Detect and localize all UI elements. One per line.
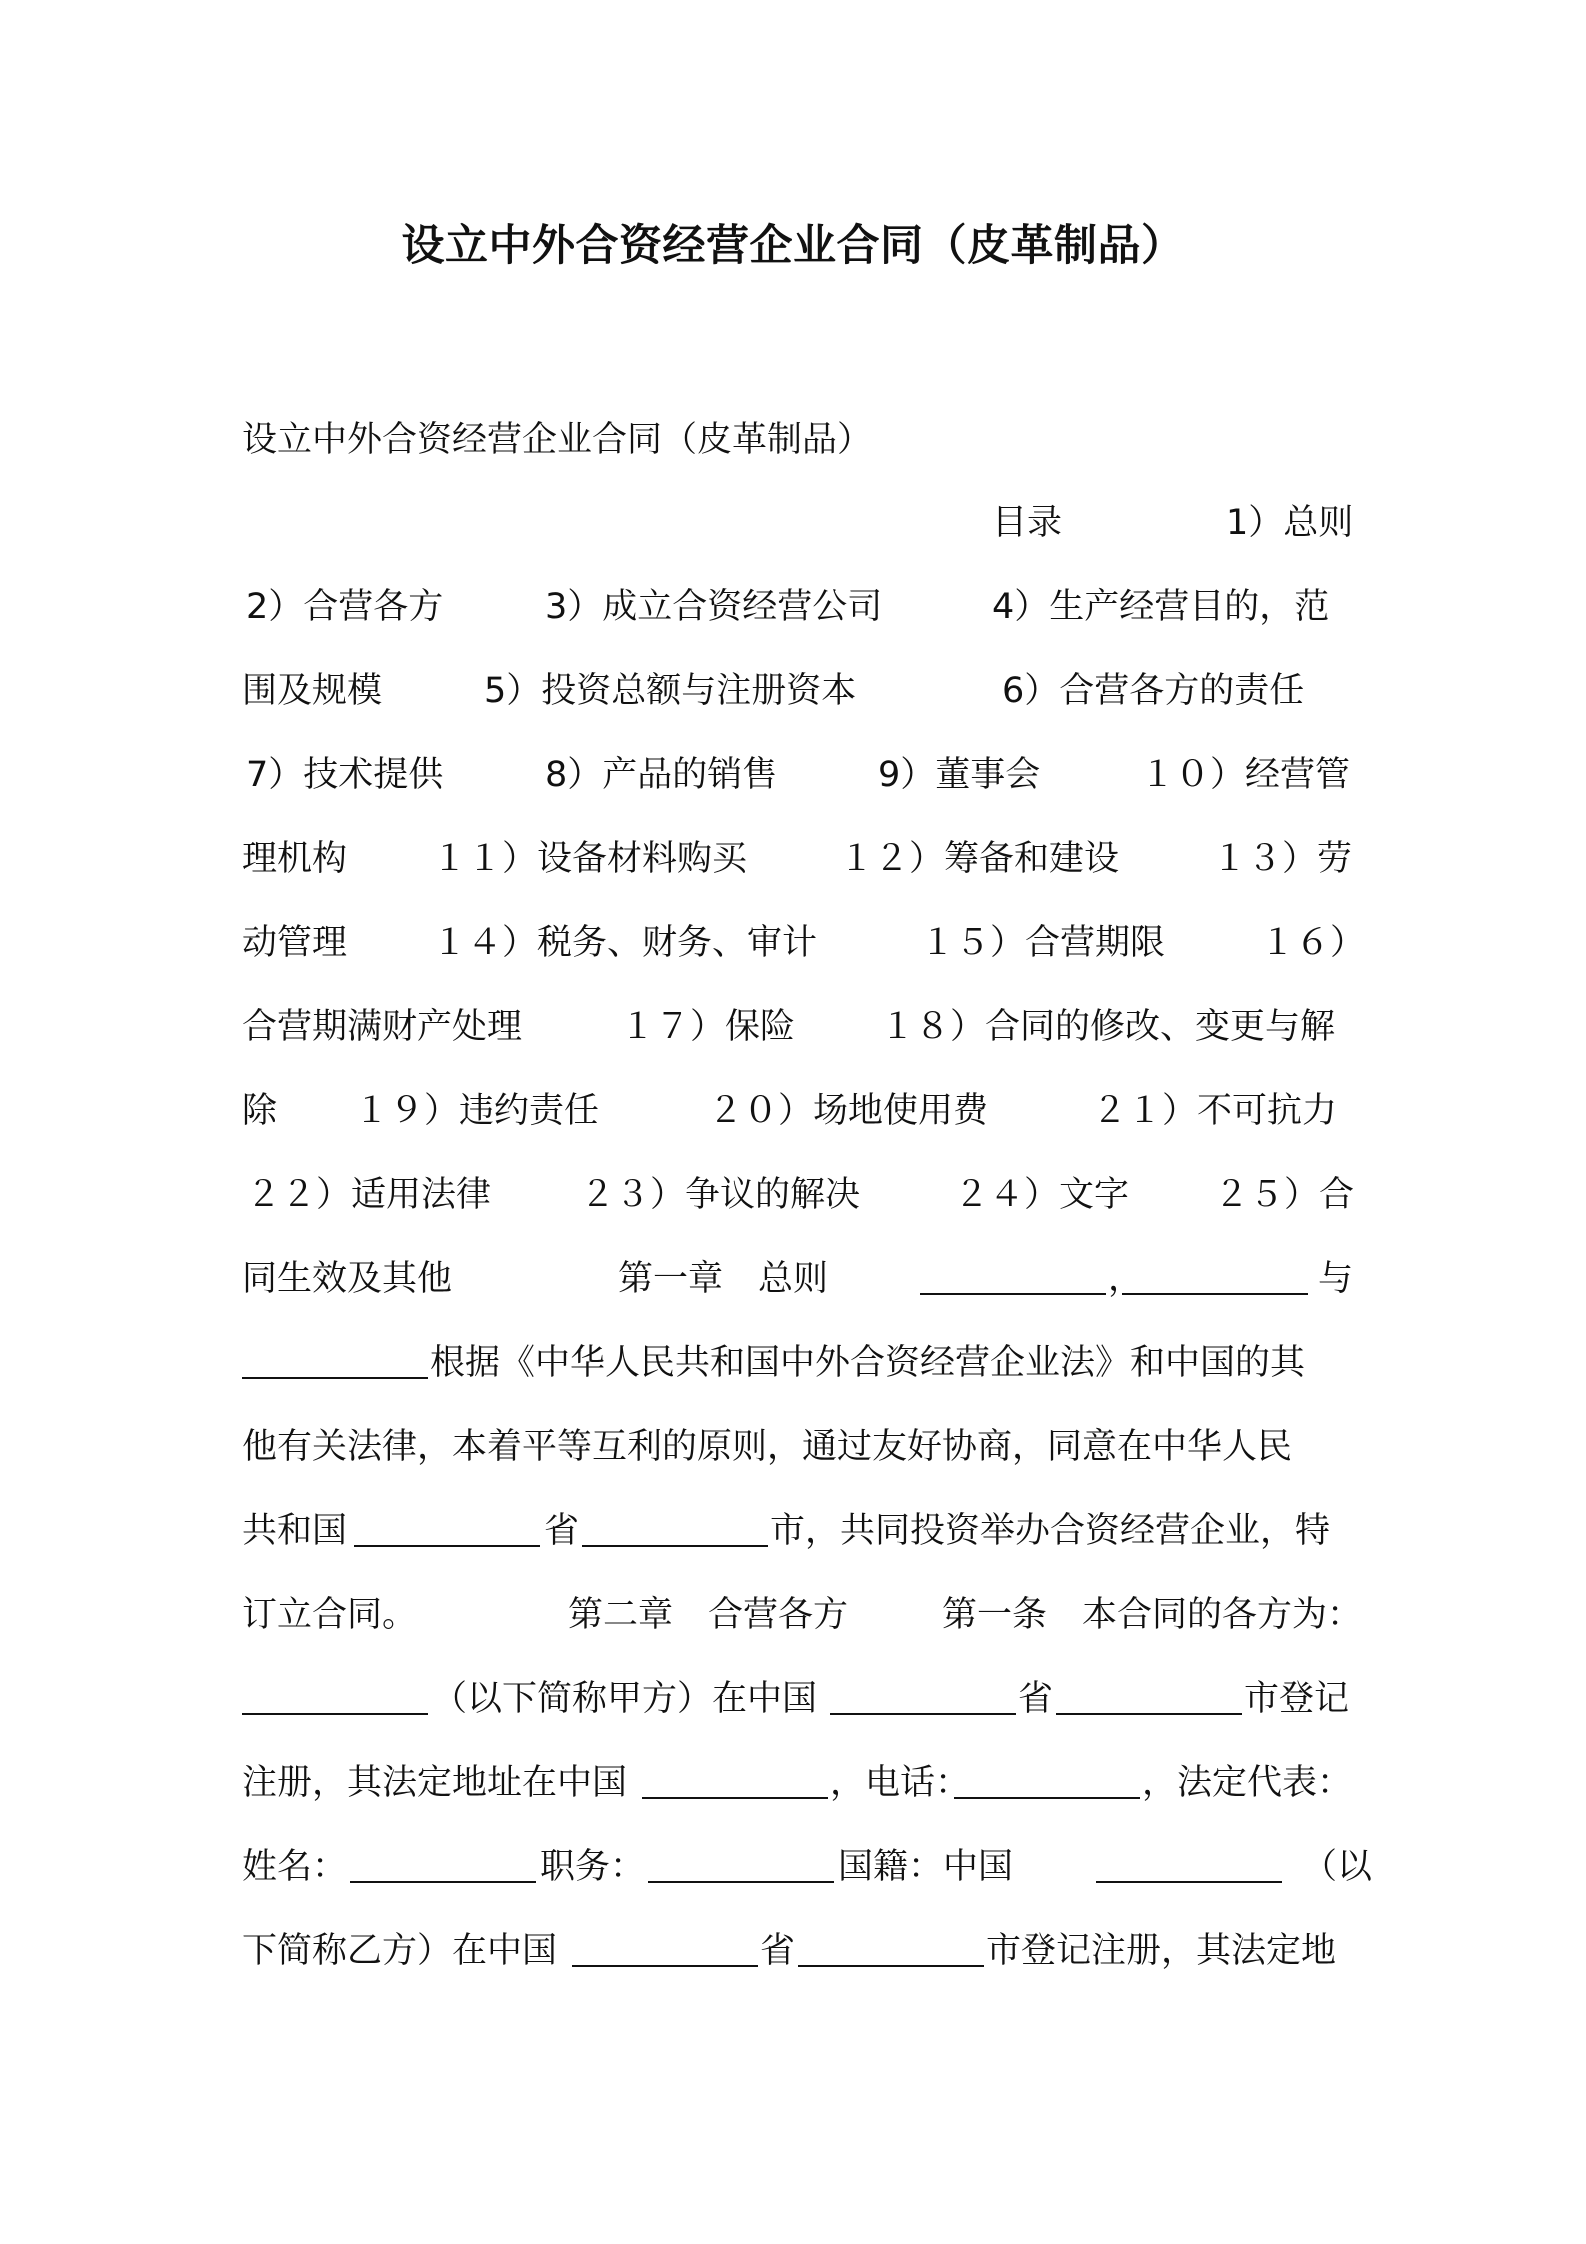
toc-item: 6）合营各方的责任 [1002, 671, 1305, 711]
text-run: 根据《中华人民共和国中外合资经营企业法》和中国的其 [430, 1343, 1306, 1383]
text-run: 国籍：中国 [838, 1847, 1014, 1887]
toc-item: 合营期满财产处理 [242, 1007, 523, 1047]
text-run: 市登记注册，其法定地 [986, 1931, 1337, 1971]
text-run: 职务： [540, 1847, 646, 1887]
toc-item: 1）总则 [1226, 503, 1354, 543]
text-run: 下简称乙方）在中国 [242, 1931, 558, 1971]
toc-item: １４）税务、财务、审计 [432, 923, 818, 963]
toc-item: １８）合同的修改、变更与解 [880, 1007, 1336, 1047]
toc-item: １３）劳 [1212, 839, 1353, 879]
fill-in-blank [954, 1753, 1140, 1818]
fill-in-blank [798, 1921, 984, 1986]
toc-item: 围及规模 [242, 671, 383, 711]
toc-item: ２３）争议的解决 [580, 1175, 861, 1215]
fill-in-blank [920, 1249, 1106, 1314]
toc-item: 除 [242, 1091, 278, 1131]
article-heading: 第一条 本合同的各方为： [942, 1595, 1363, 1635]
toc-heading: 目录 [992, 503, 1063, 543]
text-line [242, 493, 1352, 553]
toc-item: １０）经营管 [1140, 755, 1351, 795]
text-run: 订立合同。 [242, 1595, 418, 1635]
fill-in-blank [242, 1333, 428, 1398]
toc-item: ２４）文字 [954, 1175, 1130, 1215]
toc-item: １２）筹备和建设 [839, 839, 1120, 879]
toc-item: 5）投资总额与注册资本 [484, 671, 857, 711]
text-run: 市，共同投资举办合资经营企业，特 [770, 1511, 1331, 1551]
toc-item: ２１）不可抗力 [1092, 1091, 1338, 1131]
fill-in-blank [642, 1753, 828, 1818]
toc-item: １５）合营期限 [920, 923, 1166, 963]
document-subtitle: 设立中外合资经营企业合同（皮革制品） [242, 420, 873, 460]
text-run: 市登记 [1244, 1679, 1350, 1719]
fill-in-blank [1056, 1669, 1242, 1734]
text-run: 他有关法律，本着平等互利的原则，通过友好协商，同意在中华人民 [242, 1427, 1293, 1467]
text-run: 省 [1018, 1679, 1054, 1719]
toc-item: １１）设备材料购买 [432, 839, 748, 879]
toc-item: 4）生产经营目的，范 [992, 587, 1330, 627]
fill-in-blank [830, 1669, 1016, 1734]
text-run: （以 [1302, 1847, 1373, 1887]
toc-item: ２２）适用法律 [246, 1175, 492, 1215]
text-run: ， [1108, 1259, 1144, 1299]
toc-item: 同生效及其他 [242, 1259, 453, 1299]
fill-in-blank [350, 1837, 536, 1902]
chapter-heading: 第一章 总则 [618, 1259, 829, 1299]
toc-item: 动管理 [242, 923, 348, 963]
text-run: 姓名： [242, 1847, 348, 1887]
fill-in-blank [354, 1501, 540, 1566]
toc-item: ２０）场地使用费 [708, 1091, 989, 1131]
fill-in-blank [1122, 1249, 1308, 1314]
chapter-heading: 第二章 合营各方 [568, 1595, 849, 1635]
toc-item: 8）产品的销售 [545, 755, 778, 795]
text-run: ，电话： [830, 1763, 971, 1803]
document-title: 设立中外合资经营企业合同（皮革制品） [401, 221, 1185, 271]
fill-in-blank [1096, 1837, 1282, 1902]
toc-item: 7）技术提供 [246, 755, 444, 795]
toc-item: １９）违约责任 [354, 1091, 600, 1131]
toc-item: １６） [1260, 923, 1366, 963]
fill-in-blank [648, 1837, 834, 1902]
toc-item: 9）董事会 [878, 755, 1041, 795]
toc-item: 3）成立合资经营公司 [545, 587, 883, 627]
fill-in-blank [582, 1501, 768, 1566]
text-run: 共和国 [242, 1511, 348, 1551]
text-run: 省 [760, 1931, 796, 1971]
text-run: 注册，其法定地址在中国 [242, 1763, 628, 1803]
text-run: 省 [544, 1511, 580, 1551]
toc-item: ２５）合 [1214, 1175, 1355, 1215]
text-run: ，法定代表： [1142, 1763, 1353, 1803]
toc-item: 理机构 [242, 839, 348, 879]
fill-in-blank [572, 1921, 758, 1986]
text-run: （以下简称甲方）在中国 [432, 1679, 818, 1719]
text-run: 与 [1318, 1259, 1354, 1299]
toc-item: １７）保险 [620, 1007, 796, 1047]
fill-in-blank [242, 1669, 428, 1734]
toc-item: 2）合营各方 [246, 587, 444, 627]
